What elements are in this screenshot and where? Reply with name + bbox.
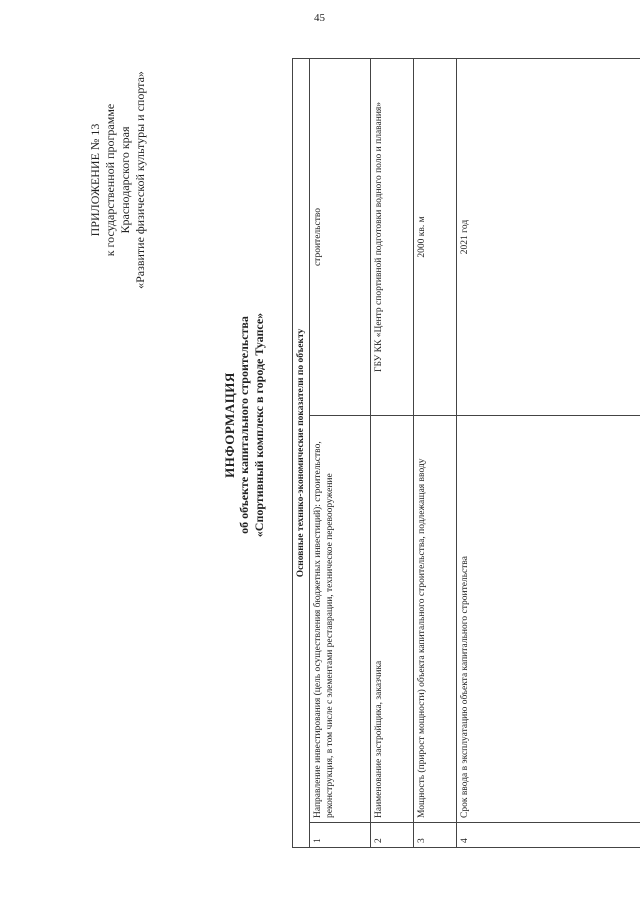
row-label: Мощность (прирост мощности) объекта капитального строительства, подлежащая вводу: [414, 416, 457, 823]
row-number: 3: [414, 823, 457, 848]
table-row: [310, 59, 371, 848]
document-title: ИНФОРМАЦИЯ: [222, 372, 237, 478]
row-number: 4: [457, 823, 640, 848]
row-label: Направление инвестирования (цель осуществления бюджетных инвестиций): строительство, реконструкция, в том числе с элементами реставрации, техническое перевооружение: [310, 416, 371, 823]
appendix-line-region: Краснодарского края: [118, 126, 132, 234]
appendix-title: ПРИЛОЖЕНИЕ № 13: [88, 123, 102, 237]
document-subtitle: об объекте капитального строительства: [237, 316, 251, 534]
rotated-page-content: [0, 30, 640, 870]
row-value: 2000 кв. м: [414, 59, 457, 416]
table-row: [414, 59, 457, 848]
row-label: Срок ввода в эксплуатацию объекта капитального строительства: [457, 416, 640, 823]
row-number: 1: [310, 823, 371, 848]
document-heading: [222, 265, 267, 585]
appendix-line-program-name: «Развитие физической культуры и спорта»: [133, 71, 147, 289]
table-row: [371, 59, 414, 848]
table-header: Основные технико-экономические показатели по объекту: [293, 59, 310, 848]
table-header-row: [293, 59, 310, 848]
row-value: ГБУ КК «Центр спортивной подготовки водного поло и плавания»: [371, 59, 414, 416]
table-row: [457, 59, 640, 848]
object-name: «Спортивный комплекс в городе Туапсе»: [252, 312, 266, 538]
row-value: 2021 год: [457, 59, 640, 416]
row-value: строительство: [310, 59, 371, 416]
appendix-line-program: к государственной программе: [103, 103, 117, 257]
indicators-table: [292, 58, 640, 848]
appendix-block: [88, 30, 148, 330]
row-label: Наименование застройщика, заказчика: [371, 416, 414, 823]
page-number: 45: [314, 12, 325, 24]
row-number: 2: [371, 823, 414, 848]
